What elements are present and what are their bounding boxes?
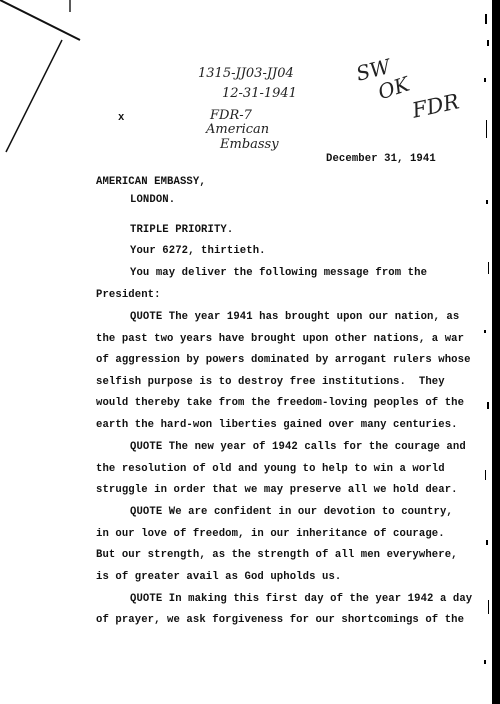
letter-reference: Your 6272, thirtieth. bbox=[130, 245, 266, 257]
fold-line-top bbox=[0, 0, 80, 40]
letter-intro-line-1: You may deliver the following message from the bbox=[130, 267, 428, 279]
body-line: in our love of freedom, in our inheritance of courage. bbox=[96, 528, 445, 540]
handwritten-ok: OK bbox=[375, 71, 413, 105]
handwritten-file-numbers: 1315-JJ03-JJ04 bbox=[198, 66, 294, 81]
handwritten-place-1: American bbox=[206, 122, 270, 137]
right-edge-shadow bbox=[492, 0, 500, 704]
handwritten-initials: SW bbox=[353, 54, 393, 86]
body-line: earth the hard-won liberties gained over many centuries. bbox=[96, 419, 458, 431]
body-line: QUOTE The new year of 1942 calls for the courage and bbox=[130, 441, 466, 453]
body-line: of aggression by powers dominated by arrogant rulers whose bbox=[96, 354, 471, 366]
letter-city: LONDON. bbox=[130, 194, 176, 206]
body-line: is of greater avail as God upholds us. bbox=[96, 571, 342, 583]
handwritten-date: 12-31-1941 bbox=[222, 86, 297, 101]
body-line: the past two years have brought upon other nations, a war bbox=[96, 333, 465, 345]
handwritten-fdr: FDR bbox=[410, 89, 462, 123]
fold-line-left bbox=[6, 40, 62, 152]
handwritten-place-2: Embassy bbox=[220, 137, 279, 152]
body-line: of prayer, we ask forgiveness for our shortcomings of the bbox=[96, 614, 465, 626]
body-line: QUOTE We are confident in our devotion to country, bbox=[130, 506, 453, 518]
body-line: QUOTE In making this first day of the year 1942 a day bbox=[130, 593, 473, 605]
right-edge-speckle bbox=[484, 14, 489, 664]
body-line: QUOTE The year 1941 has brought upon our nation, as bbox=[130, 311, 460, 323]
body-line: struggle in order that we may preserve all we hold dear. bbox=[96, 484, 458, 496]
letter-addressee: AMERICAN EMBASSY, bbox=[96, 176, 206, 188]
letter-intro-line-2: President: bbox=[96, 289, 161, 301]
body-line: the resolution of old and young to help to win a world bbox=[96, 463, 445, 475]
body-line: selfish purpose is to destroy free institutions. They bbox=[96, 376, 445, 388]
handwritten-reference: FDR-7 bbox=[210, 108, 252, 123]
letter-priority: TRIPLE PRIORITY. bbox=[130, 224, 234, 236]
letter-date: December 31, 1941 bbox=[326, 153, 436, 165]
body-line: would thereby take from the freedom-loving peoples of the bbox=[96, 397, 465, 409]
body-line: But our strength, as the strength of all men everywhere, bbox=[96, 549, 458, 561]
typed-x-mark: x bbox=[118, 112, 125, 124]
